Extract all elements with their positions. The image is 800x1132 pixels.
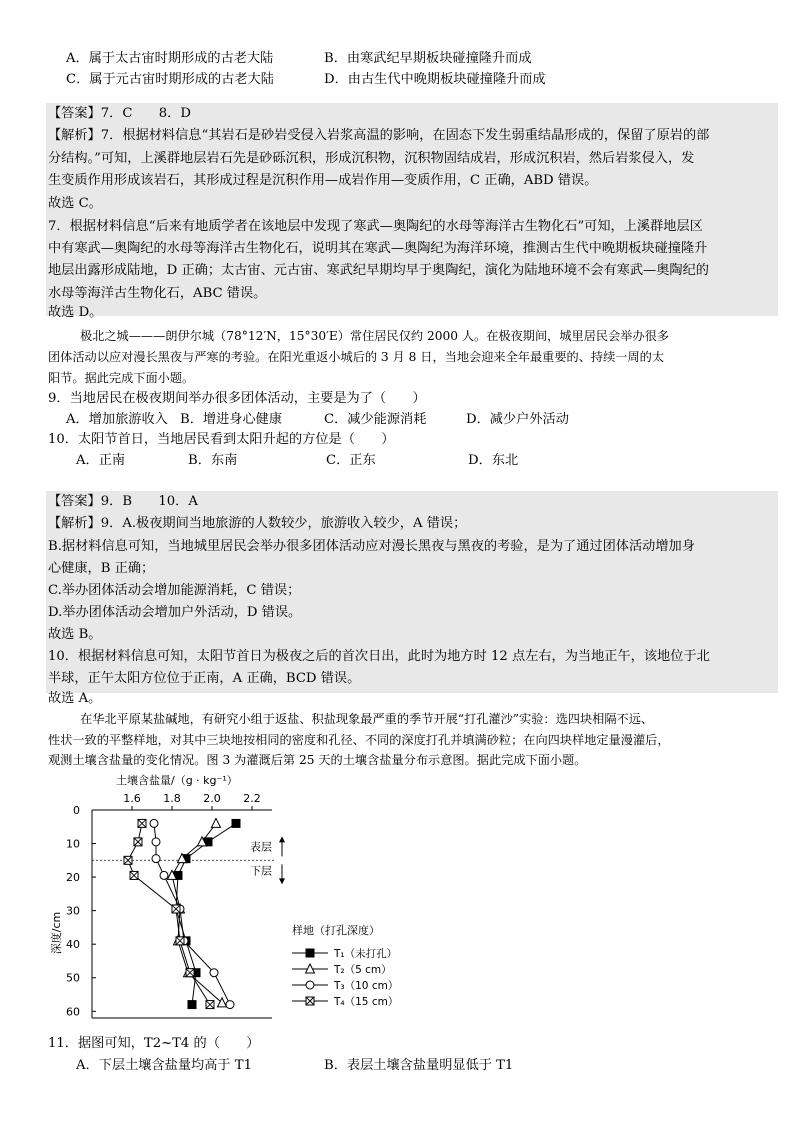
option-b: B．增进身心健康 (180, 412, 283, 427)
option-d: D．减少户外活动 (466, 412, 569, 427)
material-text: 性状一致的平整样地，对其中三块地按相同的密度和孔径、不同的深度打孔并填满砂粒；在向四块样地定量漫灌后， (48, 733, 670, 747)
data-point-t4 (206, 1001, 214, 1009)
analysis-line: 故选 D。 (48, 305, 103, 320)
y-tick-label: 30 (66, 904, 80, 918)
question-stem: 11．据图可知，T2~T4 的（ ） (48, 1036, 260, 1051)
y-tick-label: 20 (66, 871, 80, 885)
option-c: C．属于元古宙时期形成的古老大陆 (66, 72, 274, 87)
analysis-line: 半球，正午太阳方位位于正南，A 正确，BCD 错误。 (48, 671, 361, 686)
data-point-t4 (186, 969, 194, 977)
legend-marker (306, 949, 314, 957)
option-a: A．增加旅游收入 (66, 412, 168, 427)
legend-entry: T₁（未打孔） (334, 948, 398, 960)
data-point-t3 (150, 819, 158, 827)
analysis-line: 故选 B。 (48, 627, 102, 642)
analysis-line: 故选 C。 (48, 196, 102, 211)
material-text: 在华北平原某盐碱地，有研究小组于返盐、积盐现象最严重的季节开展“打孔灌沙”实验：选四块相隔不远、 (80, 712, 654, 726)
analysis-line: 水母等海洋古生物化石，ABC 错误。 (48, 286, 267, 301)
legend-entry: T₃（10 cm） (334, 980, 399, 992)
x-axis-label: 土壤含盐量/（g · kg⁻¹） (116, 774, 238, 787)
y-tick-label: 50 (66, 971, 80, 985)
y-tick-label: 40 (66, 938, 80, 952)
option-c: C．正东 (326, 453, 376, 468)
legend-entry: T₂（5 cm） (334, 964, 392, 976)
x-tick-label: 1.8 (163, 792, 181, 805)
y-axis-label: 深度/cm (50, 911, 63, 955)
material-text: 阳节。据此完成下面小题。 (48, 371, 195, 385)
data-point-t3 (152, 838, 160, 846)
option-c: C．减少能源消耗 (324, 412, 427, 427)
analysis-line: 故选 A。 (48, 691, 102, 706)
data-point-t4 (130, 871, 138, 879)
material-text: 团体活动以应对漫长黑夜与严寒的考验。在阳光重返小城后的 3 月 8 日，当地会迎来全年最重要的、持续一周的太 (48, 350, 665, 364)
data-point-t4 (172, 905, 180, 913)
analysis-line: 【解析】9．A.极夜期间当地旅游的人数较少，旅游收入较少，A 错误； (48, 516, 467, 531)
lower-layer-label: 下层 (250, 864, 272, 878)
option-a: A．属于太古宙时期形成的古老大陆 (66, 51, 274, 66)
data-point-t1 (232, 819, 240, 827)
data-point-t4 (176, 937, 184, 945)
x-tick-label: 2.2 (243, 792, 261, 805)
material-text: 观测土壤含盐量的变化情况。图 3 为灌溉后第 25 天的土壤含盐量分布示意图。据此完成下面小题。 (48, 753, 587, 767)
material-text: 极北之城———朗伊尔城（78°12′N，15°30′E）常住居民仅约 2000 人。在极夜期间，城里居民会举办很多 (80, 329, 670, 343)
x-tick-label: 1.6 (123, 792, 141, 805)
legend-entry: T₄（15 cm） (334, 996, 399, 1008)
upper-arrow-head (279, 836, 285, 842)
data-point-t4 (138, 819, 146, 827)
series-line-t4 (128, 823, 210, 1004)
option-b: B．由寒武纪早期板块碰撞隆升而成 (324, 51, 532, 66)
upper-layer-label: 表层 (250, 840, 272, 854)
analysis-line: C.举办团体活动会增加能源消耗，C 错误； (48, 583, 301, 598)
question-stem: 9．当地居民在极夜期间举办很多团体活动，主要是为了（ ） (48, 391, 426, 406)
y-tick-label: 60 (66, 1005, 80, 1019)
y-tick-label: 10 (66, 837, 80, 851)
analysis-line: 中有寒武—奥陶纪的水母等海洋古生物化石，说明其在寒武—奥陶纪为海洋环境，推测古生代中晚期板块碰撞隆升 (48, 241, 708, 256)
data-point-t3 (210, 969, 218, 977)
option-a: A．正南 (76, 453, 126, 468)
data-point-t3 (226, 1001, 234, 1009)
legend-title: 样地（打孔深度） (292, 924, 380, 937)
data-point-t3 (160, 871, 168, 879)
analysis-line: 7．根据材料信息“后来有地质学者在该地层中发现了寒武—奥陶纪的水母等海洋古生物化石”可知，上溪群地层区 (48, 219, 703, 234)
answer-line: 【答案】9．B 10．A (48, 494, 198, 509)
series-line-t1 (176, 823, 236, 1004)
analysis-line: D.举办团体活动会增加户外活动，D 错误。 (48, 605, 302, 620)
data-point-t2 (218, 998, 227, 1007)
data-point-t2 (212, 818, 221, 827)
data-point-t3 (152, 855, 160, 863)
data-point-t4 (124, 856, 132, 864)
data-point-t4 (134, 838, 142, 846)
legend-marker (306, 981, 314, 989)
option-a: A．下层土壤含盐量均高于 T1 (76, 1058, 252, 1073)
option-b: B．东南 (188, 453, 238, 468)
analysis-line: 心健康，B 正确； (48, 561, 155, 576)
question-stem: 10．太阳节首日，当地居民看到太阳升起的方位是（ ） (48, 432, 395, 447)
analysis-line: 地层出露形成陆地，D 正确；太古宙、元古宙、寒武纪早期均早于奥陶纪，演化为陆地环境不会有寒武—奥陶纪的 (48, 263, 709, 278)
option-d: D．由古生代中晚期板块碰撞隆升而成 (324, 72, 546, 87)
salinity-depth-chart (40, 768, 440, 1030)
x-tick-label: 2.0 (203, 792, 221, 805)
legend-marker (306, 997, 314, 1005)
data-point-t1 (188, 1001, 196, 1009)
lower-arrow-head (279, 878, 285, 884)
option-d: D．东北 (468, 453, 519, 468)
analysis-line: 【解析】7．根据材料信息“其岩石是砂岩受侵入岩浆高温的影响，在固态下发生弱重结晶形成的，保留了原岩的部 (48, 128, 710, 143)
analysis-line: 生变质作用形成该岩石，其形成过程是沉积作用—成岩作用—变质作用，C 正确，ABD 错误。 (48, 173, 598, 188)
analysis-line: 10．根据材料信息可知，太阳节首日为极夜之后的首次日出，此时为地方时 12 点左右，为当地正午，该地位于北 (48, 649, 710, 664)
analysis-line: B.据材料信息可知，当地城里居民会举办很多团体活动应对漫长黑夜与黑夜的考验，是为了通过团体活动增加身 (48, 539, 695, 554)
analysis-line: 分结构。”可知，上溪群地层岩石先是砂砾沉积，形成沉积物，沉积物固结成岩，形成沉积岩，然后岩浆侵入，发 (48, 151, 695, 166)
option-b: B．表层土壤含盐量明显低于 T1 (324, 1058, 514, 1073)
y-tick-label: 0 (73, 804, 80, 817)
answer-line: 【答案】7．C 8．D (48, 106, 191, 121)
